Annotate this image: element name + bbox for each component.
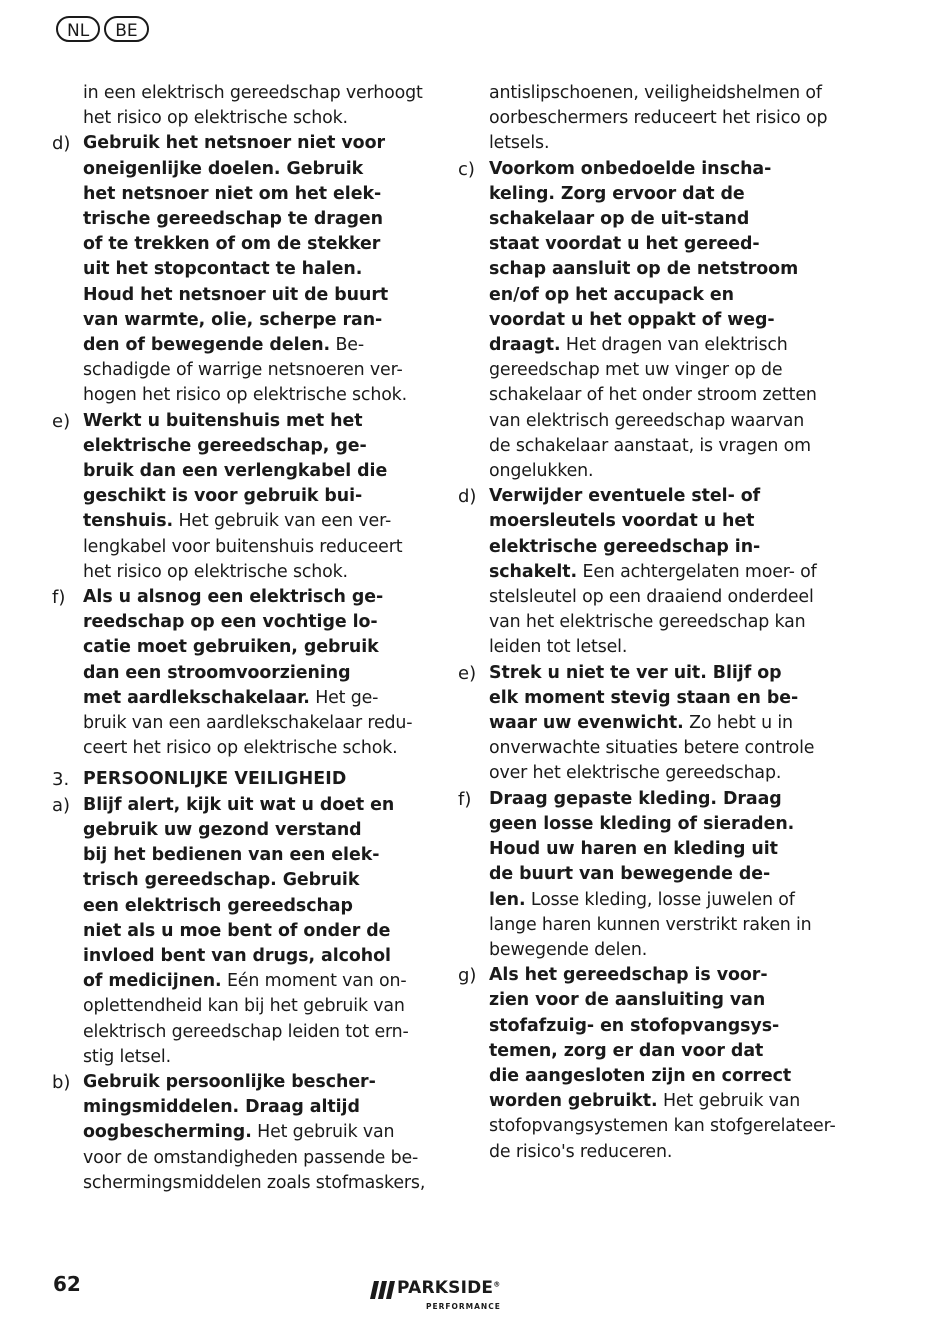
list-item-f <box>52 585 432 761</box>
bold-line: de buurt van bewegende de- <box>489 864 771 885</box>
language-badge-be: BE <box>104 16 148 42</box>
bold-fragment: schakelt. <box>489 561 578 582</box>
parkside-logo <box>370 1280 530 1316</box>
text-line: schadigde of warrige netsnoeren ver- <box>83 360 403 381</box>
language-badges <box>56 16 149 42</box>
mixed-line <box>489 1089 838 1114</box>
parkside-stripes-icon <box>370 1281 396 1299</box>
list-marker: d) <box>52 133 71 155</box>
bold-line: bruik dan een verlengkabel die <box>83 461 388 482</box>
brand-name <box>397 1278 500 1298</box>
bold-line: trische gereedschap te dragen <box>83 209 383 230</box>
bold-line: Houd het netsnoer uit de buurt <box>83 284 389 305</box>
bold-line: elektrische gereedschap, ge- <box>83 435 367 456</box>
bold-line: Gebruik persoonlijke bescher- <box>83 1071 376 1092</box>
bold-fragment: draagt. <box>489 335 561 356</box>
text-line: leiden tot letsel. <box>489 637 628 658</box>
text-line: van het elektrische gereedschap kan <box>489 612 806 633</box>
bold-line: invloed bent van drugs, alcohol <box>83 945 391 966</box>
text-line: oorbeschermers reduceert het risico op <box>489 108 828 129</box>
text-line: stofopvangsystemen kan stofgerelateer- <box>489 1116 836 1137</box>
bold-line: moersleutels voordat u het <box>489 511 755 532</box>
bold-line: elk moment stevig staan en be- <box>489 687 799 708</box>
bold-fragment: met aardlekschakelaar. <box>83 687 310 708</box>
text-line: stig letsel. <box>83 1046 171 1067</box>
mixed-line <box>83 686 432 711</box>
text-line: lengkabel voor buitenshuis reduceert <box>83 536 403 557</box>
bold-line: Als het gereedschap is voor- <box>489 965 768 986</box>
bold-line: Als u alsnog een elektrisch ge- <box>83 587 384 608</box>
brand-text: PARKSIDE <box>397 1278 494 1298</box>
bold-line: die aangesloten zijn en correct <box>489 1065 792 1086</box>
bold-line: staat voordat u het gereed- <box>489 234 760 255</box>
normal-fragment: Losse kleding, losse juwelen of <box>525 889 795 910</box>
list-marker: e) <box>52 410 71 432</box>
text-line: bewegende delen. <box>489 939 648 960</box>
text-line: schermingsmiddelen zoals stofmaskers, <box>83 1172 426 1193</box>
normal-fragment: Het dragen van elektrisch <box>560 335 788 356</box>
text-line: het risico op elektrische schok. <box>83 561 348 582</box>
bold-fragment: tenshuis. <box>83 511 174 532</box>
bold-line: niet als u moe bent of onder de <box>83 920 391 941</box>
list-item-d <box>52 131 432 408</box>
text-line: letsels. <box>489 133 550 154</box>
bold-line: trisch gereedschap. Gebruik <box>83 870 360 891</box>
bold-line: het netsnoer niet om het elek- <box>83 183 382 204</box>
mixed-line <box>83 1120 432 1145</box>
section-number: 3. <box>52 769 70 791</box>
list-marker: b) <box>52 1071 71 1093</box>
text-line: van elektrisch gereedschap waarvan <box>489 410 805 431</box>
bold-fragment: waar uw evenwicht. <box>489 713 684 734</box>
mixed-line <box>489 888 838 913</box>
mixed-line <box>489 333 838 358</box>
list-marker: e) <box>458 662 477 684</box>
text-line: het risico op elektrische schok. <box>83 108 348 129</box>
list-marker: g) <box>458 965 477 987</box>
bold-line: mingsmiddelen. Draag altijd <box>83 1097 360 1118</box>
text-line: ceert het risico op elektrische schok. <box>83 738 398 759</box>
language-badge-nl: NL <box>56 16 100 42</box>
bold-line: Voorkom onbedoelde inscha- <box>489 158 772 179</box>
trademark-symbol: ® <box>493 1280 501 1289</box>
normal-fragment: Eén moment van on- <box>221 971 407 992</box>
normal-fragment: Het gebruik van een ver- <box>173 511 392 532</box>
bold-line: temen, zorg er dan voor dat <box>489 1040 764 1061</box>
bold-line: bij het bedienen van een elek- <box>83 845 380 866</box>
bold-line: Blijf alert, kijk uit wat u doet en <box>83 794 395 815</box>
text-line: oplettendheid kan bij het gebruik van <box>83 996 405 1017</box>
text-line: de schakelaar aanstaat, is vragen om <box>489 435 811 456</box>
bold-line: Verwijder eventuele stel- of <box>489 486 761 507</box>
bold-line: oneigenlijke doelen. Gebruik <box>83 158 364 179</box>
normal-fragment: Het gebruik van <box>657 1091 801 1112</box>
list-item-g <box>458 963 838 1165</box>
bold-fragment: of medicijnen. <box>83 971 222 992</box>
text-line: bruik van een aardlekschakelaar redu- <box>83 713 413 734</box>
list-marker: c) <box>458 158 475 180</box>
left-intro <box>52 81 432 131</box>
brand-subline: PERFORMANCE <box>426 1302 501 1311</box>
bold-line: zien voor de aansluiting van <box>489 990 766 1011</box>
section-title: PERSOONLIJKE VEILIGHEID <box>83 769 347 790</box>
mixed-line <box>489 711 838 736</box>
text-line: elektrisch gereedschap leiden tot ern- <box>83 1021 409 1042</box>
bold-line: schap aansluit op de netstroom <box>489 259 799 280</box>
bold-line: keling. Zorg ervoor dat de <box>489 183 745 204</box>
list-item-a <box>52 793 432 1070</box>
text-line: de risico's reduceren. <box>489 1141 673 1162</box>
bold-line: schakelaar op de uit-stand <box>489 209 750 230</box>
bold-fragment: len. <box>489 889 526 910</box>
list-item-e <box>458 661 838 787</box>
bold-line: geschikt is voor gebruik bui- <box>83 486 363 507</box>
bold-line: dan een stroomvoorziening <box>83 662 351 683</box>
bold-line: of te trekken of om de stekker <box>83 234 381 255</box>
text-line: onverwachte situaties betere controle <box>489 738 815 759</box>
text-line: antislipschoenen, veiligheidshelmen of <box>489 83 822 103</box>
normal-fragment: Het ge- <box>309 687 379 708</box>
bold-line: geen losse kleding of sieraden. <box>489 813 795 834</box>
text-line: gereedschap met uw vinger op de <box>489 360 783 381</box>
text-line: in een elektrisch gereedschap verhoogt <box>83 83 423 103</box>
list-item-e <box>52 409 432 585</box>
normal-fragment: Be- <box>330 335 364 356</box>
mixed-line <box>83 333 432 358</box>
normal-fragment: Zo hebt u in <box>683 713 793 734</box>
list-item-c <box>458 157 838 485</box>
section-heading <box>52 767 432 792</box>
right-intro <box>458 81 838 157</box>
left-column <box>52 81 432 1196</box>
bold-line: Gebruik het netsnoer niet voor <box>83 133 386 154</box>
normal-fragment: Een achtergelaten moer- of <box>577 561 817 582</box>
mixed-line <box>83 509 432 534</box>
list-item-b <box>52 1070 432 1196</box>
bold-fragment: den of bewegende delen. <box>83 335 331 356</box>
bold-line: Werkt u buitenshuis met het <box>83 410 363 431</box>
text-line: stelsleutel op een draaiend onderdeel <box>489 587 814 608</box>
bold-line: uit het stopcontact te halen. <box>83 259 363 280</box>
bold-line: Strek u niet te ver uit. Blijf op <box>489 662 782 683</box>
text-line: over het elektrische gereedschap. <box>489 763 782 784</box>
bold-line: voordat u het oppakt of weg- <box>489 309 775 330</box>
bold-fragment: oogbescherming. <box>83 1122 252 1143</box>
text-line: lange haren kunnen verstrikt raken in <box>489 914 812 935</box>
text-line: schakelaar of het onder stroom zetten <box>489 385 817 406</box>
text-line: voor de omstandigheden passende be- <box>83 1147 419 1168</box>
text-line: ongelukken. <box>489 461 594 482</box>
normal-fragment: Het gebruik van <box>251 1122 395 1143</box>
bold-line: van warmte, olie, scherpe ran- <box>83 309 383 330</box>
list-marker: f) <box>52 587 66 609</box>
bold-line: Draag gepaste kleding. Draag <box>489 788 782 809</box>
list-marker: a) <box>52 794 71 816</box>
mixed-line <box>489 560 838 585</box>
bold-fragment: worden gebruikt. <box>489 1091 658 1112</box>
list-item-d <box>458 484 838 660</box>
text-line: hogen het risico op elektrische schok. <box>83 385 407 406</box>
bold-line: reedschap op een vochtige lo- <box>83 612 378 633</box>
bold-line: catie moet gebruiken, gebruik <box>83 637 379 658</box>
list-marker: f) <box>458 788 472 810</box>
bold-line: gebruik uw gezond verstand <box>83 819 362 840</box>
bold-line: een elektrisch gereedschap <box>83 895 353 916</box>
bold-line: elektrische gereedschap in- <box>489 536 761 557</box>
list-marker: d) <box>458 486 477 508</box>
right-column <box>458 81 838 1165</box>
bold-line: en/of op het accupack en <box>489 284 734 305</box>
page-number: 62 <box>53 1272 81 1296</box>
list-item-f <box>458 787 838 963</box>
mixed-line <box>83 969 432 994</box>
bold-line: Houd uw haren en kleding uit <box>489 839 778 860</box>
bold-line: stofafzuig- en stofopvangsys- <box>489 1015 780 1036</box>
